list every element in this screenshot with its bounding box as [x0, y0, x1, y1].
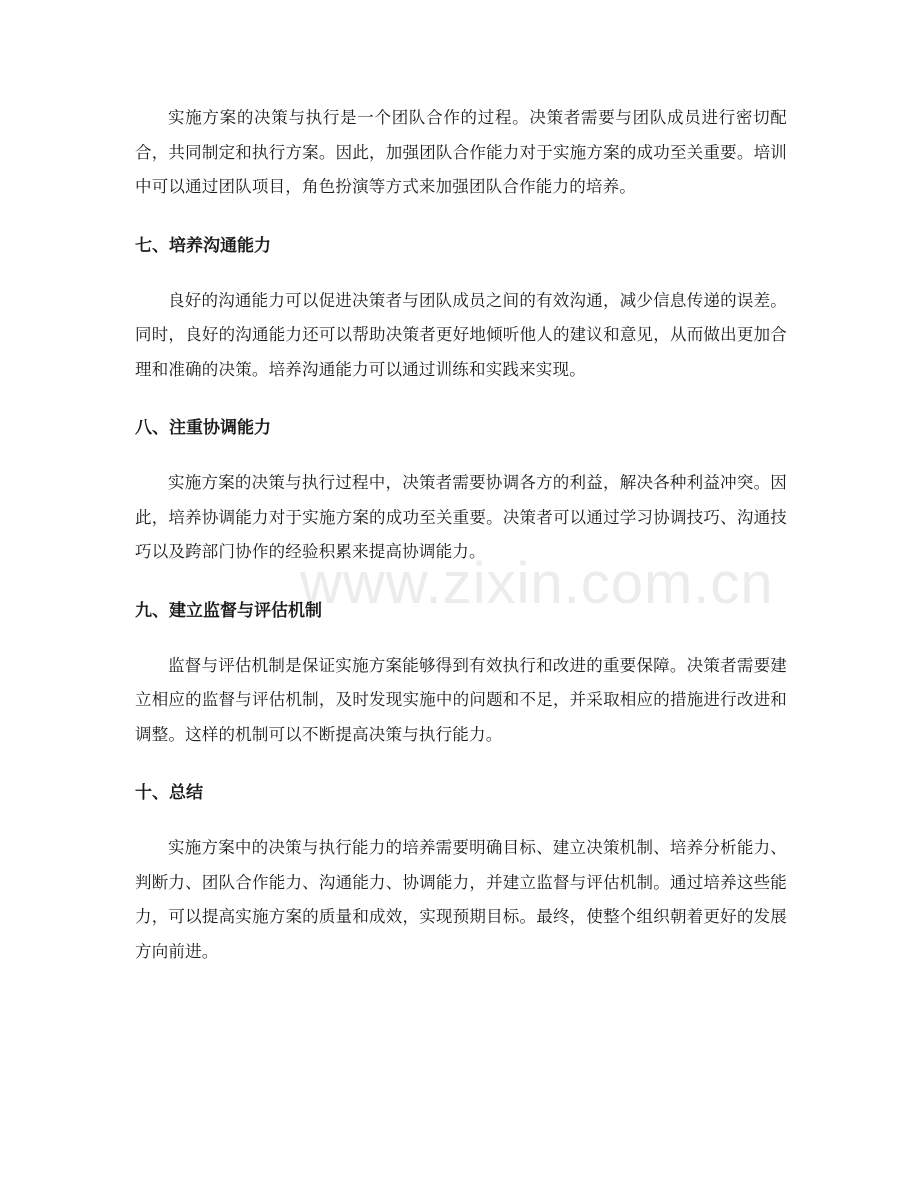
section-heading-8: 八、注重协调能力 [135, 418, 271, 438]
section-heading-7: 七、培养沟通能力 [135, 235, 271, 256]
watermark: www.zixin.com.cn [300, 551, 774, 616]
section-paragraph-8: 实施方案的决策与执行过程中，决策者需要协调各方的利益，解决各种利益冲突。因此，培养协调能力对于实施方案的成功至关重要。决策者可以通过学习协调技巧、沟通技巧以及跨部门协作的经验积累来提高协调能力。 [135, 473, 787, 561]
section-heading-10: 十、总结 [135, 783, 203, 803]
section-paragraph-9: 监督与评估机制是保证实施方案能够得到有效执行和改进的重要保障。决策者需要建立相应的监督与评估机制，及时发现实施中的问题和不足，并采取相应的措施进行改进和调整。这样的机制可以不断提高决策与执行能力。 [135, 655, 787, 744]
intro-paragraph: 实施方案的决策与执行是一个团队合作的过程。决策者需要与团队成员进行密切配合，共同制定和执行方案。因此，加强团队合作能力对于实施方案的成功至关重要。培训中可以通过团队项目，角色扮演等方式来加强团队合作能力的培养。 [135, 108, 787, 196]
section-paragraph-10: 实施方案中的决策与执行能力的培养需要明确目标、建立决策机制、培养分析能力、判断力、团队合作能力、沟通能力、协调能力，并建立监督与评估机制。通过培养这些能力，可以提高实施方案的质量和成效，实现预期目标。最终，使整个组织朝着更好的发展方向前进。 [135, 838, 787, 961]
section-heading-9: 九、建立监督与评估机制 [135, 600, 322, 621]
document-body [135, 101, 787, 969]
section-paragraph-7: 良好的沟通能力可以促进决策者与团队成员之间的有效沟通，减少信息传递的误差。同时，良好的沟通能力还可以帮助决策者更好地倾听他人的建议和意见，从而做出更加合理和准确的决策。培养沟通能力可以通过训练和实践来实现。 [135, 290, 787, 379]
